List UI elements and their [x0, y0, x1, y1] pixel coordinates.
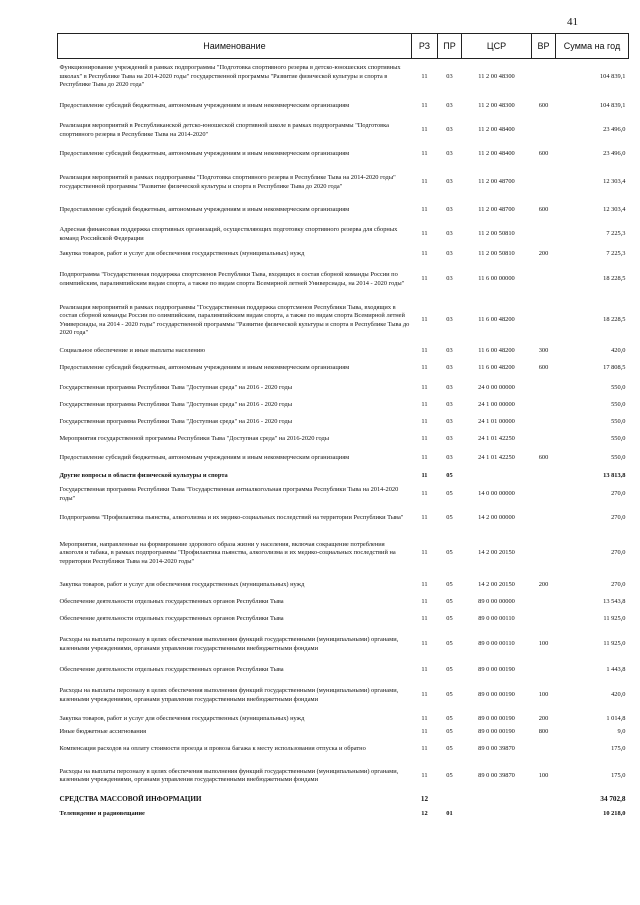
cell-pr: 05 [446, 580, 453, 588]
table-row [58, 760, 629, 792]
table-row [58, 95, 629, 119]
cell-name: Обеспечение деятельности отдельных государственных органов Республики Тыва [59, 614, 284, 622]
cell-rz: 11 [421, 514, 428, 522]
cell-csr: 11 6 00 00000 [478, 275, 515, 283]
cell-sum: 7 225,3 [606, 250, 626, 258]
table-row [58, 507, 629, 531]
table-row [58, 345, 629, 358]
cell-vr: 300 [538, 346, 549, 354]
cell-sum: 104 839,1 [599, 102, 626, 110]
table-row [58, 611, 629, 628]
cell-name: Расходы на выплаты персоналу в целях обеспечения выполнения функций государственными (муниципальными) органами, казенными учреждениями, органами управления государственными внебюджетными фондами [59, 687, 399, 703]
cell-pr: 03 [446, 454, 453, 462]
cell-csr: 11 6 00 48200 [478, 346, 515, 354]
cell-pr: 05 [446, 665, 453, 673]
cell-name: Телевидение и радиовещание [59, 810, 145, 818]
cell-pr: 03 [446, 346, 453, 354]
cell-name: Государственная программа Республики Тыва "Доступная среда" на 2016 - 2020 годы [59, 383, 293, 391]
cell-csr: 11 6 00 48200 [478, 364, 515, 372]
cell-sum: 13 543,8 [603, 597, 626, 605]
cell-csr: 11 2 00 48300 [478, 102, 515, 110]
cell-name: Другие вопросы в области физической культуры и спорта [59, 471, 228, 479]
cell-csr: 11 2 00 50810 [478, 250, 515, 258]
cell-name: Компенсация расходов на оплату стоимости проезда и провоза багажа к месту использования отпуска и обратно [59, 744, 366, 752]
cell-name: Реализация мероприятий в рамках подпрограммы "Государственная поддержка спортсменов Республики Тыва, входящих в состав сборной команды России по олимпийским, паралимпийским видам спорта, а также по видам спорта Всемирной летней Универсиады, на 2014 - 2020 годы" государственной программы "Развитие физической культуры и спорта в Республике Тыва до 2020 года" [59, 303, 410, 336]
cell-pr: 03 [446, 417, 453, 425]
cell-name: Социальное обеспечение и иные выплаты населению [59, 346, 206, 354]
cell-sum: 10 218,0 [603, 810, 626, 818]
table-row [58, 414, 629, 431]
cell-rz: 11 [421, 346, 428, 354]
cell-pr: 03 [446, 275, 453, 283]
cell-sum: 270,0 [611, 514, 626, 522]
cell-vr [532, 594, 556, 611]
cell-vr: 200 [538, 580, 549, 588]
cell-rz: 11 [421, 580, 428, 588]
cell-name: Закупка товаров, работ и услуг для обеспечения государственных (муниципальных) нужд [59, 580, 305, 588]
cell-rz: 11 [421, 383, 428, 391]
cell-pr: 03 [446, 400, 453, 408]
cell-pr: 03 [446, 72, 453, 80]
cell-pr: 03 [446, 364, 453, 372]
cell-sum: 270,0 [611, 549, 626, 557]
cell-pr: 05 [446, 514, 453, 522]
table-row [58, 119, 629, 143]
cell-name: Подпрограмма "Профилактика пьянства, алкоголизма и их медико-социальных последствий на территории Республики Тыва" [59, 514, 404, 522]
cell-rz: 11 [421, 454, 428, 462]
cell-pr: 03 [446, 102, 453, 110]
cell-rz: 11 [421, 178, 428, 186]
cell-csr: 89 0 00 00190 [478, 727, 515, 735]
cell-vr: 200 [538, 714, 549, 722]
table-row [58, 431, 629, 448]
cell-rz: 11 [421, 597, 428, 605]
cell-sum: 270,0 [611, 490, 626, 498]
table-row [58, 470, 629, 483]
cell-vr: 100 [538, 771, 549, 779]
cell-rz: 11 [421, 206, 428, 214]
cell-pr: 03 [446, 434, 453, 442]
cell-name: Государственная программа Республики Тыва "Государственная антиалкогольная программа Республики Тыва на 2014-2020 годы" [59, 486, 399, 502]
cell-name: Закупка товаров, работ и услуг для обеспечения государственных (муниципальных) нужд [59, 250, 305, 258]
cell-csr: 11 2 00 48700 [478, 178, 515, 186]
cell-rz: 11 [421, 364, 428, 372]
cell-sum: 13 813,8 [603, 471, 626, 479]
cell-sum: 550,0 [611, 417, 626, 425]
cell-csr: 11 2 00 50810 [478, 230, 515, 238]
cell-name: Обеспечение деятельности отдельных государственных органов Республики Тыва [59, 597, 284, 605]
cell-csr: 11 2 00 48700 [478, 206, 515, 214]
budget-table [57, 33, 629, 822]
table-row [58, 792, 629, 807]
cell-vr [532, 611, 556, 628]
table-body [58, 59, 629, 822]
cell-pr: 03 [446, 206, 453, 214]
cell-vr [532, 380, 556, 397]
cell-pr: 05 [446, 471, 453, 479]
cell-csr: 24 1 01 42250 [478, 434, 515, 442]
table-row [58, 167, 629, 199]
cell-sum: 270,0 [611, 580, 626, 588]
cell-rz: 11 [421, 400, 428, 408]
table-row [58, 662, 629, 679]
cell-rz: 12 [421, 810, 428, 818]
cell-vr: 800 [538, 727, 549, 735]
cell-sum: 420,0 [611, 346, 626, 354]
cell-name: Предоставление субсидий бюджетным, автономным учреждениям и иным некоммерческим организациям [59, 150, 350, 158]
cell-rz: 11 [421, 744, 428, 752]
cell-pr: 03 [446, 150, 453, 158]
cell-rz: 11 [421, 417, 428, 425]
table-row [58, 297, 629, 345]
cell-rz: 11 [421, 275, 428, 283]
cell-csr: 14 2 00 20150 [478, 580, 515, 588]
cell-rz: 11 [421, 665, 428, 673]
header-sum: Сумма на год [556, 34, 629, 59]
cell-vr [532, 414, 556, 431]
table-row [58, 628, 629, 662]
cell-vr [532, 263, 556, 297]
cell-sum: 104 839,1 [599, 72, 626, 80]
cell-csr: 11 2 00 48400 [478, 150, 515, 158]
cell-vr: 100 [538, 691, 549, 699]
table-row [58, 358, 629, 380]
cell-name: Расходы на выплаты персоналу в целях обеспечения выполнения функций государственными (муниципальными) органами, казенными учреждениями, органами управления государственными внебюджетными фондами [59, 767, 399, 783]
table-row [58, 223, 629, 247]
cell-rz: 11 [421, 150, 428, 158]
table-row [58, 247, 629, 263]
cell-name: Функционирование учреждений в рамках подпрограммы "Подготовка спортивного резерва в детско-юношеских спортивных школах" в Республике Тыва на 2014-2020 годы" государственной программы "Развитие физической культуры и спорта в Республике Тыва до 2020 года" [59, 64, 401, 88]
cell-csr: 89 0 00 00110 [478, 640, 515, 648]
cell-sum: 12 303,4 [603, 206, 626, 214]
cell-sum: 11 925,0 [603, 614, 626, 622]
cell-pr: 03 [446, 126, 453, 134]
cell-rz: 11 [421, 316, 428, 324]
table-row [58, 726, 629, 738]
cell-pr: 05 [446, 490, 453, 498]
header-rz: РЗ [412, 34, 438, 59]
cell-vr: 600 [538, 206, 549, 214]
cell-name: Закупка товаров, работ и услуг для обеспечения государственных (муниципальных) нужд [59, 714, 305, 722]
cell-sum: 1 014,8 [606, 714, 626, 722]
cell-csr: 11 2 00 48400 [478, 126, 515, 134]
cell-pr: 01 [446, 810, 453, 818]
cell-csr [462, 470, 532, 483]
cell-vr: 100 [538, 640, 549, 648]
cell-name: Государственная программа Республики Тыва "Доступная среда" на 2016 - 2020 годы [59, 400, 293, 408]
table-row [58, 143, 629, 167]
cell-vr [532, 59, 556, 95]
cell-vr [532, 167, 556, 199]
cell-vr [532, 507, 556, 531]
cell-name: Реализация мероприятий в рамках подпрограммы "Подготовка спортивного резерва в Республике Тыва на 2014-2020 годы" государственной программы "Развитие физической культуры и спорта в Республике Тыва до 2020 года" [59, 174, 396, 190]
table-row [58, 448, 629, 470]
cell-sum: 550,0 [611, 454, 626, 462]
table-row [58, 397, 629, 414]
cell-vr [532, 531, 556, 577]
table-row [58, 594, 629, 611]
cell-csr: 11 2 00 48300 [478, 72, 515, 80]
cell-sum: 23 496,0 [603, 150, 626, 158]
cell-name: Подпрограмма "Государственная поддержка спортсменов Республики Тыва, входящих в состав сборной команды России по олимпийским, паралимпийским видам спорта, а также по видам спорта Всемирной летней Универсиады, на 2014 - 2020 годы" [59, 271, 405, 287]
cell-sum: 175,0 [611, 771, 626, 779]
cell-sum: 550,0 [611, 383, 626, 391]
cell-csr: 89 0 00 00190 [478, 691, 515, 699]
cell-pr: 05 [446, 614, 453, 622]
cell-vr [532, 431, 556, 448]
cell-pr: 05 [446, 640, 453, 648]
cell-sum: 550,0 [611, 400, 626, 408]
cell-rz: 11 [421, 490, 428, 498]
cell-pr: 05 [446, 771, 453, 779]
table-row [58, 483, 629, 507]
cell-name: Адресная финансовая поддержка спортивных организаций, осуществляющих подготовку спортивного резерва для сборных команд Российской Федерации [59, 226, 398, 242]
cell-name: Иные бюджетные ассигнования [59, 727, 147, 735]
cell-pr: 03 [446, 383, 453, 391]
cell-pr: 05 [446, 727, 453, 735]
table-row [58, 738, 629, 760]
cell-csr: 14 2 00 00000 [478, 514, 515, 522]
table-row [58, 380, 629, 397]
cell-sum: 18 228,5 [603, 275, 626, 283]
cell-sum: 175,0 [611, 744, 626, 752]
table-row [58, 577, 629, 594]
cell-pr: 03 [446, 316, 453, 324]
header-csr: ЦСР [462, 34, 532, 59]
cell-vr [532, 792, 556, 807]
cell-vr: 600 [538, 364, 549, 372]
cell-pr: 03 [446, 250, 453, 258]
header-vr: ВР [532, 34, 556, 59]
cell-name: СРЕДСТВА МАССОВОЙ ИНФОРМАЦИИ [59, 795, 202, 804]
cell-csr: 89 0 00 39870 [478, 744, 515, 752]
cell-rz: 11 [421, 614, 428, 622]
cell-sum: 1 443,8 [606, 665, 626, 673]
header-pr: ПР [438, 34, 462, 59]
cell-csr: 24 0 00 00000 [478, 383, 515, 391]
table-row [58, 713, 629, 726]
cell-pr: 03 [446, 178, 453, 186]
table-header-row [58, 34, 629, 59]
cell-vr [532, 397, 556, 414]
cell-csr [462, 807, 532, 822]
cell-name: Реализация мероприятий в Республиканской детско-юношеской спортивной школе в рамках подпрограммы "Подготовка спортивного резерва в Республике Тыва на 2014-2020" [59, 122, 390, 138]
cell-csr: 89 0 00 00190 [478, 714, 515, 722]
cell-rz: 11 [421, 714, 428, 722]
cell-sum: 420,0 [611, 691, 626, 699]
cell-csr: 14 0 00 00000 [478, 490, 515, 498]
table-row [58, 199, 629, 223]
cell-csr: 89 0 00 00110 [478, 614, 515, 622]
cell-pr: 05 [446, 549, 453, 557]
table-row [58, 59, 629, 95]
cell-sum: 17 808,5 [603, 364, 626, 372]
cell-rz: 11 [421, 771, 428, 779]
cell-vr [532, 662, 556, 679]
cell-pr: 03 [446, 230, 453, 238]
cell-rz: 11 [421, 126, 428, 134]
cell-name: Государственная программа Республики Тыва "Доступная среда" на 2016 - 2020 годы [59, 417, 293, 425]
table-row [58, 807, 629, 822]
cell-vr [532, 738, 556, 760]
cell-sum: 11 925,0 [603, 640, 626, 648]
cell-csr: 14 2 00 20150 [478, 549, 515, 557]
cell-vr [532, 223, 556, 247]
cell-rz: 11 [421, 640, 428, 648]
cell-csr: 24 1 01 00000 [478, 417, 515, 425]
cell-name: Обеспечение деятельности отдельных государственных органов Республики Тыва [59, 665, 284, 673]
cell-vr [532, 297, 556, 345]
cell-name: Предоставление субсидий бюджетным, автономным учреждениям и иным некоммерческим организациям [59, 364, 350, 372]
cell-vr [532, 119, 556, 143]
cell-pr [438, 792, 462, 807]
header-name: Наименование [58, 34, 412, 59]
cell-vr: 600 [538, 150, 549, 158]
cell-sum: 7 225,3 [606, 230, 626, 238]
cell-rz: 11 [421, 434, 428, 442]
cell-sum: 34 702,8 [600, 795, 626, 804]
cell-name: Предоставление субсидий бюджетным, автономным учреждениям и иным некоммерческим организациям [59, 102, 350, 110]
cell-pr: 05 [446, 597, 453, 605]
cell-vr: 600 [538, 454, 549, 462]
cell-csr: 24 1 01 42250 [478, 454, 515, 462]
cell-rz: 11 [421, 72, 428, 80]
cell-rz: 12 [420, 795, 429, 804]
cell-vr [532, 807, 556, 822]
cell-rz: 11 [421, 471, 428, 479]
cell-csr: 89 0 00 00190 [478, 665, 515, 673]
cell-rz: 11 [421, 102, 428, 110]
cell-rz: 11 [421, 727, 428, 735]
cell-sum: 23 496,0 [603, 126, 626, 134]
cell-pr: 05 [446, 714, 453, 722]
cell-name: Расходы на выплаты персоналу в целях обеспечения выполнения функций государственными (муниципальными) органами, казенными учреждениями, органами управления государственными внебюджетными фондами [59, 636, 399, 652]
cell-csr: 89 0 00 00000 [478, 597, 515, 605]
cell-csr: 89 0 00 39870 [478, 771, 515, 779]
cell-name: Предоставление субсидий бюджетным, автономным учреждениям и иным некоммерческим организациям [59, 454, 350, 462]
cell-csr: 24 1 00 00000 [478, 400, 515, 408]
cell-rz: 11 [421, 250, 428, 258]
table-row [58, 263, 629, 297]
cell-vr: 600 [538, 102, 549, 110]
cell-sum: 12 303,4 [603, 178, 626, 186]
cell-rz: 11 [421, 691, 428, 699]
cell-pr: 05 [446, 691, 453, 699]
cell-csr: 11 6 00 48200 [478, 316, 515, 324]
cell-name: Мероприятия, направленные на формирование здорового образа жизни у населения, включая сокращение потребления алкоголя и табака, в рамках подпрограммы "Профилактика пьянства, алкоголизма и их медико-социальных последствий на территории Республики Тыва на 2014-2020 годы" [59, 541, 396, 565]
cell-sum: 9,0 [617, 727, 626, 735]
cell-csr [462, 792, 532, 807]
cell-sum: 18 228,5 [603, 316, 626, 324]
cell-name: Предоставление субсидий бюджетным, автономным учреждениям и иным некоммерческим организациям [59, 206, 350, 214]
table-row [58, 531, 629, 577]
cell-name: Мероприятия государственной программы Республики Тыва "Доступная среда" на 2016-2020 годы [59, 434, 330, 442]
cell-rz: 11 [421, 230, 428, 238]
page-number: 41 [567, 16, 578, 28]
cell-vr [532, 470, 556, 483]
table-row [58, 679, 629, 713]
cell-pr: 05 [446, 744, 453, 752]
cell-vr: 200 [538, 250, 549, 258]
cell-rz: 11 [421, 549, 428, 557]
cell-sum: 550,0 [611, 434, 626, 442]
cell-vr [532, 483, 556, 507]
